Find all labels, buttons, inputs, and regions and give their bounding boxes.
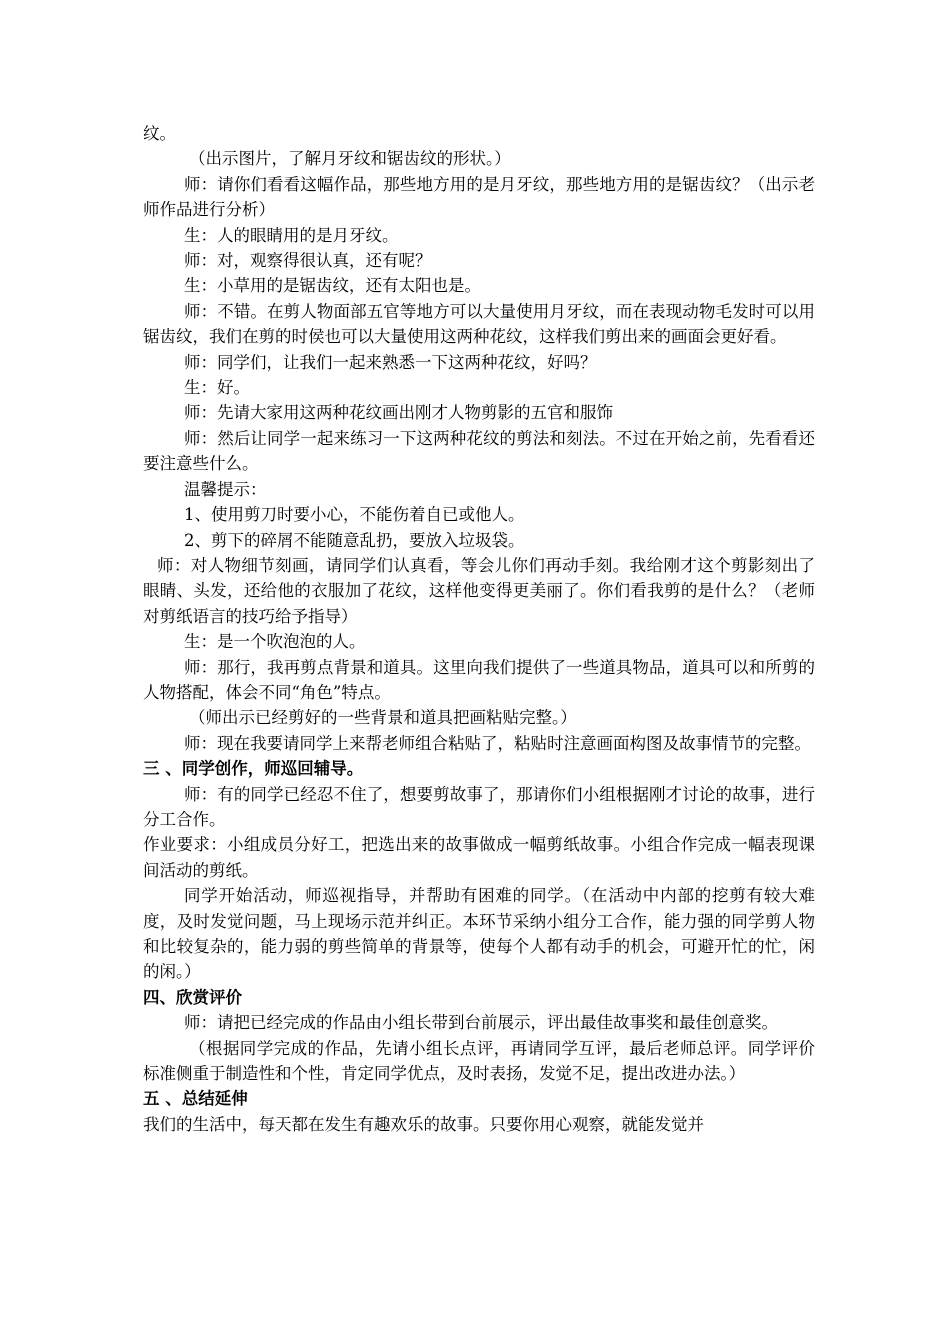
paragraph-teacher-draw: 师：先请大家用这两种花纹画出刚才人物剪影的五官和服饰 xyxy=(184,403,613,423)
paragraph-continuation: 纹。 xyxy=(143,124,176,143)
section-heading-3: 三 、同学创作，师巡回辅导。 xyxy=(143,759,364,779)
paragraph-teacher-group: 师：有的同学已经忍不住了，想要剪故事了，那请你们小组根据刚才讨论的故事，进行分工合作。 xyxy=(143,784,815,829)
paragraph-note-background: （师出示已经剪好的一些背景和道具把画粘贴完整。） xyxy=(189,708,577,728)
paragraph-activity: 同学开始活动，师巡视指导，并帮助有困难的同学。（在活动中内部的挖剪有较大难度，及时发觉问题，马上现场示范并纠正。本环节采纳小组分工合作，能力强的同学剪人物和比较复杂的，能力弱的剪些简单的背景等，使每个人都有动手的机会，可避开忙的忙，闲的闲。） xyxy=(143,886,815,982)
paragraph-homework: 作业要求：小组成员分好工，把选出来的故事做成一幅剪纸故事。小组合作完成一幅表现课间活动的剪纸。 xyxy=(143,835,815,880)
section-heading-5: 五 、总结延伸 xyxy=(143,1089,248,1109)
paragraph-teacher-show: 师：请把已经完成的作品由小组长带到台前展示，评出最佳故事奖和最佳创意奖。 xyxy=(184,1013,778,1033)
paragraph-student-grass: 生：小草用的是锯齿纹，还有太阳也是。 xyxy=(184,276,481,296)
paragraph-teacher-props: 师：那行，我再剪点背景和道具。这里向我们提供了一些道具物品，道具可以和所剪的人物搭配，体会不同“角色”特点。 xyxy=(143,657,815,702)
paragraph-summary: 我们的生活中，每天都在发生有趣欢乐的故事。只要你用心观察，就能发觉并 xyxy=(143,1114,704,1134)
paragraph-student-eyes: 生：人的眼睛用的是月牙纹。 xyxy=(184,225,399,245)
paragraph-teacher-question: 师：请你们看看这幅作品，那些地方用的是月牙纹，那些地方用的是锯齿纹？（出示老师作品进行分析） xyxy=(143,174,815,220)
paragraph-teacher-detail: 师：对人物细节刻画，请同学们认真看，等会儿你们再动手刻。我给刚才这个剪影刻出了眼睛、头发，还给他的衣服加了花纹，这样他变得更美丽了。你们看我剪的是什么？（老师对剪纸语言的技巧给予指导） xyxy=(143,555,815,626)
paragraph-teacher-practice: 师：然后让同学一起来练习一下这两种花纹的剪法和刻法。不过在开始之前，先看看还要注意些什么。 xyxy=(143,428,815,474)
paragraph-note-evaluation: （根据同学完成的作品，先请小组长点评，再请同学互评，最后老师总评。同学评价标准侧重于制造性和个性，肯定同学优点，及时表扬，发觉不足，提出改进办法。） xyxy=(143,1038,815,1084)
paragraph-tip-2: 2、剪下的碎屑不能随意乱扔，要放入垃圾袋。 xyxy=(184,530,525,550)
paragraph-teacher-praise: 师：对，观察得很认真，还有呢？ xyxy=(184,251,432,271)
paragraph-student-bubble: 生：是一个吹泡泡的人。 xyxy=(184,632,366,652)
paragraph-teacher-paste: 师：现在我要请同学上来帮老师组合粘贴了，粘贴时注意画面构图及故事情节的完整。 xyxy=(184,733,811,753)
paragraph-teacher-explain: 师：不错。在剪人物面部五官等地方可以大量使用月牙纹，而在表现动物毛发时可以用锯齿纹，我们在剪的时侯也可以大量使用这两种花纹，这样我们剪出来的画面会更好看。 xyxy=(143,301,815,347)
document-page xyxy=(143,121,815,1137)
paragraph-note-show-pictures: （出示图片，了解月牙纹和锯齿纹的形状。） xyxy=(189,149,511,169)
paragraph-tip-1: 1、使用剪刀时要小心，不能伤着自已或他人。 xyxy=(184,505,525,525)
paragraph-student-ok: 生：好。 xyxy=(184,378,250,398)
section-heading-4: 四、欣赏评价 xyxy=(143,987,242,1007)
paragraph-tips-title: 温馨提示： xyxy=(184,479,267,499)
paragraph-teacher-invite: 师：同学们，让我们一起来熟悉一下这两种花纹，好吗？ xyxy=(184,352,597,372)
